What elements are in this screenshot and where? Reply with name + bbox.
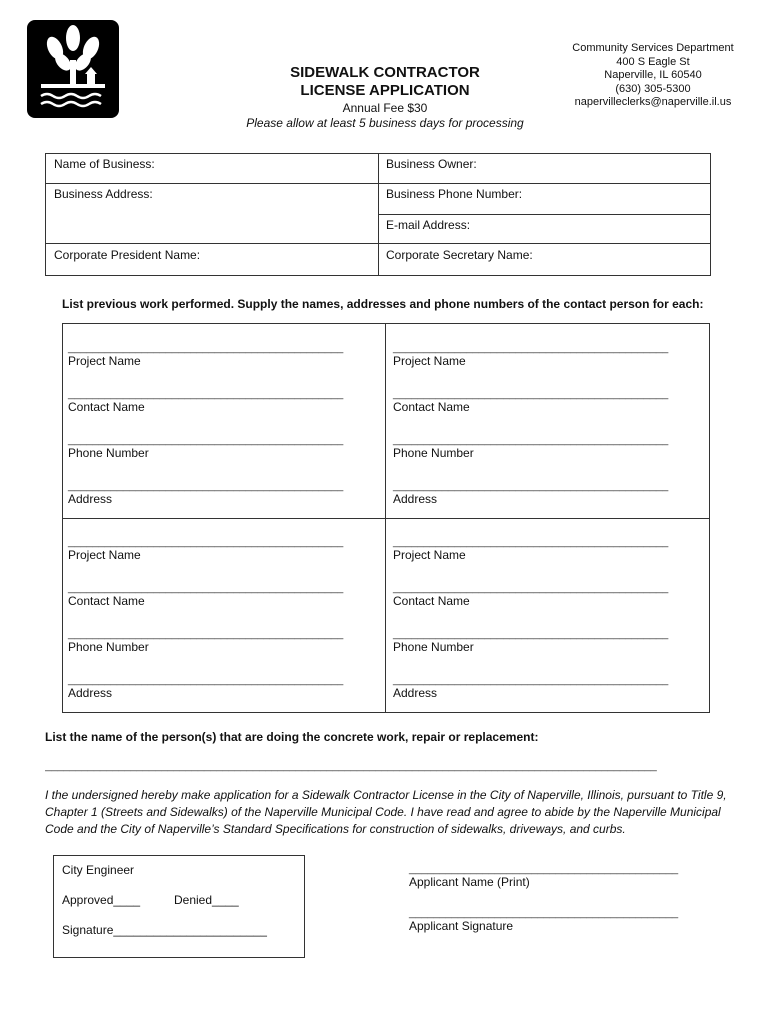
project-name-label[interactable]: Project Name (393, 354, 466, 368)
city-engineer-box (53, 855, 305, 958)
applicant-name-area (409, 863, 678, 889)
project-entry-3: _____________________________________________ Project Name _____________________________________________ Contact Name _____________________________________________ Phone Number _____________________________________________ Address (68, 536, 344, 700)
phone-number-label[interactable]: Phone Number (393, 446, 474, 460)
project-entry-2: _____________________________________________ Project Name _____________________________________________ Contact Name _____________________________________________ Phone Number _____________________________________________ Address (393, 342, 669, 506)
department-city: Naperville, IL 60540 (604, 69, 702, 81)
city-engineer-title: City Engineer (62, 863, 135, 877)
secretary-name-field[interactable]: Corporate Secretary Name: (386, 248, 533, 262)
tree-water-icon (27, 20, 119, 118)
phone-number-label[interactable]: Phone Number (68, 446, 149, 460)
title-line-2: LICENSE APPLICATION (300, 82, 470, 99)
annual-fee: Annual Fee $30 (342, 101, 428, 115)
president-name-field[interactable]: Corporate President Name: (54, 248, 201, 262)
business-name-field[interactable]: Name of Business: (54, 157, 155, 171)
address-label[interactable]: Address (393, 686, 438, 700)
applicant-name-line[interactable]: ____________________________________________ (409, 863, 679, 875)
project-name-label[interactable]: Project Name (393, 548, 466, 562)
contact-name-label[interactable]: Contact Name (68, 400, 145, 414)
project-entry-4: _____________________________________________ Project Name _____________________________________________ Contact Name _____________________________________________ Phone Number _____________________________________________ Address (393, 536, 669, 700)
previous-work-heading: List previous work performed. Supply the names, addresses and phone numbers of the contact person for each: (62, 297, 704, 311)
title-line-1: SIDEWALK CONTRACTOR (290, 64, 480, 81)
project-name-label[interactable]: Project Name (68, 354, 141, 368)
project-name-label[interactable]: Project Name (68, 548, 141, 562)
address-label[interactable]: Address (393, 492, 438, 506)
phone-number-label[interactable]: Phone Number (393, 640, 474, 654)
department-street: 400 S Eagle St (616, 55, 690, 68)
form-title (230, 64, 540, 100)
business-address-field[interactable]: Business Address: (54, 187, 153, 201)
address-label[interactable]: Address (68, 686, 113, 700)
applicant-signature-line[interactable]: ____________________________________________ (409, 907, 679, 919)
denied-field[interactable]: Denied____ (174, 893, 239, 907)
address-label[interactable]: Address (68, 492, 113, 506)
contact-name-label[interactable]: Contact Name (68, 594, 145, 608)
department-name: Community Services Department (572, 42, 734, 54)
applicant-signature-label: Applicant Signature (409, 919, 514, 933)
department-phone: (630) 305-5300 (615, 82, 691, 95)
department-email: napervilleclerks@naperville.il.us (574, 96, 732, 108)
project-entry-1: _____________________________________________ Project Name _____________________________________________ Contact Name _____________________________________________ Phone Number _____________________________________________ Address (68, 342, 344, 506)
applicant-signature-area (409, 907, 678, 933)
applicant-name-label: Applicant Name (Print) (409, 875, 530, 889)
email-field[interactable]: E-mail Address: (386, 218, 471, 232)
engineer-signature-field[interactable]: Signature_______________________ (62, 923, 267, 937)
concrete-worker-line[interactable]: ____________________________________________________________________________________________________ (45, 760, 657, 772)
contact-name-label[interactable]: Contact Name (393, 400, 470, 414)
processing-note: Please allow at least 5 business days for processing (246, 116, 524, 130)
business-info-table (45, 153, 711, 276)
declaration-text: I the undersigned hereby make application for a Sidewalk Contractor License in the City of Naperville, Illinois, pursuant to Title 9, Chapter 1 (Streets and Sidewalks) of the Naperville Municipal Code. I have read and agree to abide by the Naperville Municipal Code and the City of Naperville’s Standard Specifications for construction of sidewalks, driveways, and curbs. (45, 788, 727, 836)
concrete-work-heading: List the name of the person(s) that are doing the concrete work, repair or replacement: (45, 730, 539, 744)
approved-field[interactable]: Approved____ (62, 893, 141, 907)
previous-work-grid (62, 323, 710, 713)
department-address (548, 42, 758, 110)
business-owner-field[interactable]: Business Owner: (386, 157, 477, 171)
naperville-logo (27, 20, 119, 118)
phone-number-label[interactable]: Phone Number (68, 640, 149, 654)
contact-name-label[interactable]: Contact Name (393, 594, 470, 608)
business-phone-field[interactable]: Business Phone Number: (386, 187, 523, 201)
